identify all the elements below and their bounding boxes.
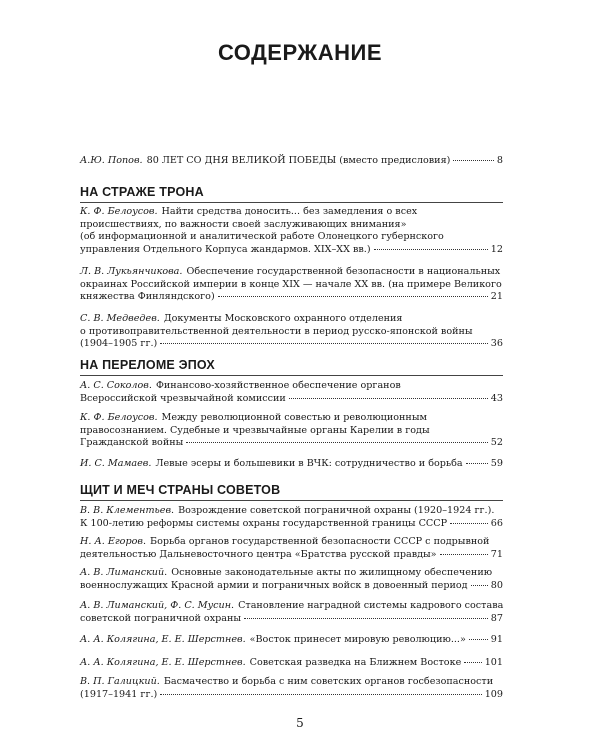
toc-entry-title: Обеспечение государственной безопасности в национальных [186,266,501,277]
dot-leader [160,343,488,344]
toc-entry-title: «Восток принесет мировую революцию...» [249,634,466,645]
toc-entry-title: Между революционной совестью и революционным [161,412,427,423]
toc-entry-author: А.Ю. Попов. [80,155,143,166]
toc-entry-author: В. В. Клементьев. [80,505,175,516]
toc-entry-author: В. П. Галицкий. [80,676,160,687]
toc-entry-title: Становление наградной системы кадрового состава [238,600,504,611]
toc-entry-title: окраинах Российской империи в конце XIX — начале XX вв. (на примере Великого [80,278,502,290]
toc-entry-title: Гражданской войны [80,437,184,449]
section-heading: НА СТРАЖЕ ТРОНА [80,185,204,199]
toc-entry[interactable] [80,505,503,530]
toc-entry-author: А. В. Лиманский, Ф. С. Мусин. [80,600,235,611]
toc-entry-title: Основные законодательные акты по жилищному обеспечению [171,567,493,578]
toc-entry-last-line [80,155,503,168]
toc-entry-title: Найти средства доносить... без замедления о всех [161,206,418,217]
toc-entry-title: о противоправительственной деятельности в период русско-японской войны [80,325,473,337]
toc-entry[interactable] [80,676,503,701]
toc-entry-title: военнослужащих Красной армии и пограничных войск в довоенный период [80,579,468,591]
dot-leader [450,523,488,524]
toc-entry-author: С. В. Медведев. [80,313,160,324]
toc-entry-author: К. Ф. Белоусов. [80,206,158,217]
toc-entry-title: (1917–1941 гг.) [80,688,158,700]
toc-entry-intro[interactable] [80,155,503,168]
toc-entry-page: 52 [490,437,503,449]
section-rule [80,500,503,501]
toc-entry-title: управления Отдельного Корпуса жандармов. XIX–XX вв.) [80,243,371,255]
toc-entry-title: Советская разведка на Ближнем Востоке [249,657,462,668]
toc-entry-page: 36 [490,338,503,350]
toc-entry-title: Документы Московского охранного отделения [163,313,403,324]
toc-entry-author: К. Ф. Белоусов. [80,412,158,423]
dot-leader [244,618,488,619]
toc-entry-title: К 100-летию реформы системы охраны государственной границы СССР [80,517,448,529]
toc-entry-title: (1904–1905 гг.) [80,338,158,350]
dot-leader [218,296,488,297]
toc-entry-title: происшествиях, по важности своей заслуживающих внимания» [80,218,407,230]
toc-entry-author: А. А. Колягина, Е. Е. Шерстнев. [80,634,246,645]
toc-entry-page: 71 [490,548,503,560]
toc-entry-author: А. А. Колягина, Е. Е. Шерстнев. [80,657,246,668]
toc-entry-page: 91 [490,634,503,645]
section-heading: ЩИТ И МЕЧ СТРАНЫ СОВЕТОВ [80,483,281,497]
toc-entry-page: 101 [484,657,503,668]
section-rule [80,202,503,203]
toc-entry-page: 87 [490,612,503,624]
toc-entry-title: Левые эсеры и большевики в ВЧК: сотрудничество и борьба [155,458,463,469]
toc-entry-page: 21 [490,291,503,303]
toc-entry-title: Финансово-хозяйственное обеспечение органов [155,380,401,391]
toc-entry-title: Борьба органов государственной безопасности СССР с подрывной [150,536,490,547]
toc-entry[interactable] [80,412,503,450]
dot-leader [186,442,488,443]
dot-leader [160,694,481,695]
toc-entry-page: 43 [490,392,503,404]
toc-entry-title: правосознанием. Судебные и чрезвычайные органы Карелии в годы [80,424,430,436]
toc-entry-page: 66 [490,517,503,529]
toc-entry-title: княжества Финляндского) [80,291,215,303]
toc-entry[interactable] [80,206,503,256]
toc-entry[interactable] [80,458,503,471]
toc-entry-title: Всероссийской чрезвычайной комиссии [80,392,286,404]
toc-entry-author: Л. В. Лукьянчикова. [80,266,183,277]
toc-entry-title: Басмачество и борьба с ним советских органов госбезопасности [163,676,494,687]
dot-leader [464,662,481,663]
toc-entry-page: 109 [484,688,503,700]
toc-entry-page: 12 [490,243,503,255]
toc-entry-title: (об информационной и аналитической работе Олонецкого губернского [80,231,444,243]
page-title: СОДЕРЖАНИЕ [217,40,383,65]
toc-entry[interactable] [80,634,503,647]
toc-entry-title: 80 ЛЕТ СО ДНЯ ВЕЛИКОЙ ПОБЕДЫ (вместо предисловия) [146,155,451,166]
dot-leader [469,639,488,640]
dot-leader [466,463,488,464]
toc-entry-page: 59 [490,458,503,469]
dot-leader [289,398,488,399]
toc-entry[interactable] [80,657,503,670]
toc-entry[interactable] [80,567,503,592]
toc-entry-title: советской пограничной охраны [80,612,242,624]
dot-leader [440,554,488,555]
toc-entry[interactable] [80,536,503,561]
toc-entry-author: А. В. Лиманский. [80,567,168,578]
toc-entry-author: А. С. Соколов. [80,380,152,391]
page-number: 5 [296,716,304,730]
toc-entry-title: деятельностью Дальневосточного центра «Братства русской правды» [80,548,437,560]
dot-leader [453,160,494,161]
toc-entry-page: 8 [496,155,503,166]
section-heading: НА ПЕРЕЛОМЕ ЭПОХ [80,358,215,372]
toc-entry-page: 80 [490,579,503,591]
dot-leader [374,249,488,250]
toc-entry-author: Н. А. Егоров. [80,536,147,547]
toc-entry[interactable] [80,313,503,351]
toc-entry[interactable] [80,600,503,625]
toc-entry[interactable] [80,380,503,405]
section-rule [80,375,503,376]
toc-entry-title: Возрождение советской пограничной охраны (1920–1924 гг.). [178,505,495,516]
toc-entry[interactable] [80,266,503,304]
dot-leader [471,585,488,586]
toc-entry-author: И. С. Мамаев. [80,458,152,469]
